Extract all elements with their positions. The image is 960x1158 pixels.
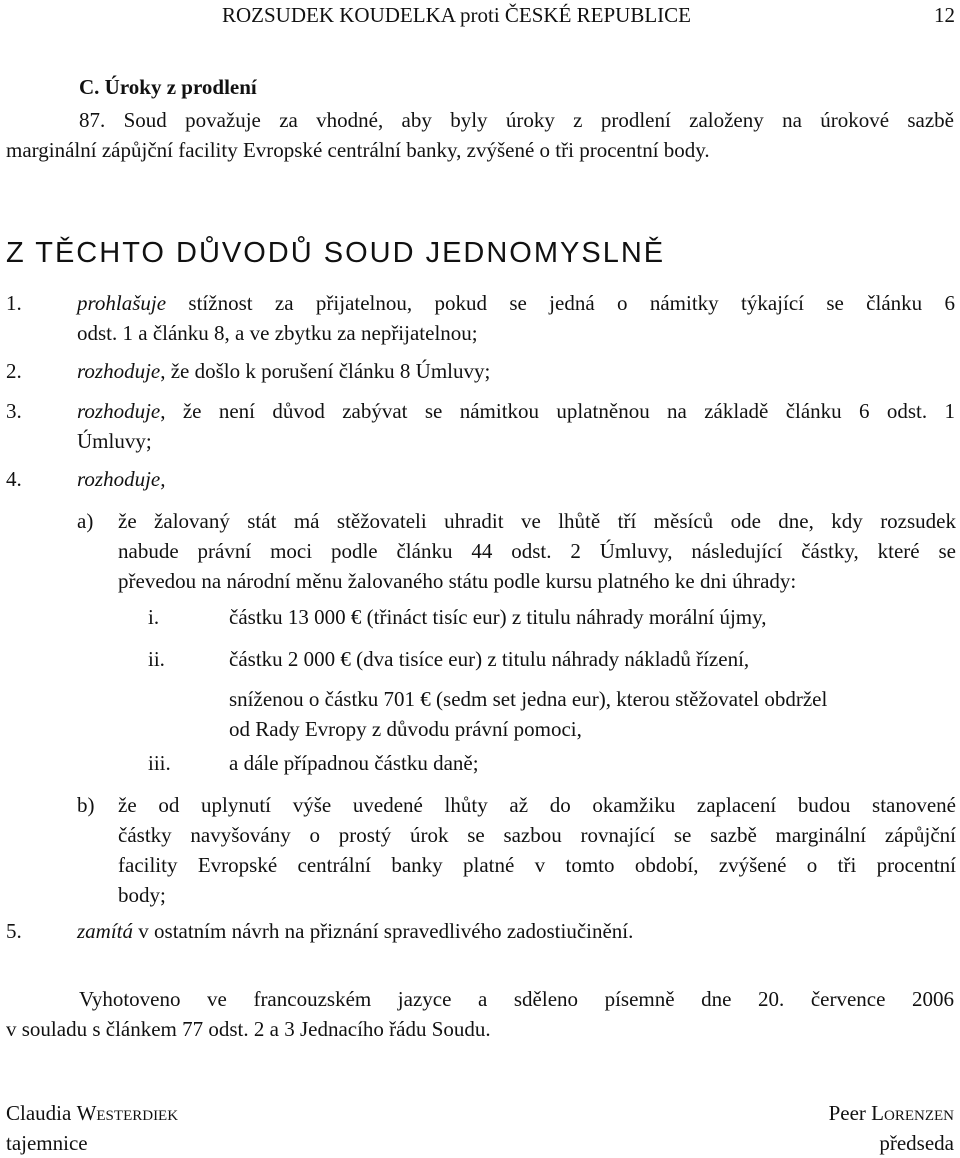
item-verb: rozhoduje, — [77, 467, 166, 491]
item-line-2: odst. 1 a článku 8, a ve zbytku za nepřijatelnou; — [77, 321, 478, 345]
item-verb: rozhoduje — [77, 399, 161, 423]
signature-left-name: Claudia Westerdiek — [6, 1101, 179, 1125]
roman-ii: ii. — [148, 647, 165, 671]
operative-item-3 — [0, 396, 960, 456]
item-verb: zamítá — [77, 919, 134, 943]
item-rest: v ostatním návrh na přiznání spravedlivého zadostiučinění. — [133, 919, 634, 943]
item-text — [77, 288, 955, 348]
roman-iii-text: a dále případnou částku daně; — [229, 751, 479, 775]
subitem-a-letter: a) — [77, 509, 94, 533]
operative-item-2 — [0, 356, 960, 386]
operative-item-5 — [0, 916, 960, 946]
paragraph-87-line-1: 87. Soud považuje za vhodné, aby byly úroky z prodlení založeny na úrokové sazbě — [79, 108, 954, 132]
paragraph-87-line-2: marginální zápůjční facility Evropské centrální banky, zvýšené o tři procentní body. — [6, 138, 710, 162]
page-header: ROZSUDEK KOUDELKA proti ČESKÉ REPUBLICE — [222, 3, 692, 27]
roman-i-text: částku 13 000 € (třináct tisíc eur) z titulu náhrady morální újmy, — [229, 605, 767, 629]
item-line-2: Úmluvy; — [77, 429, 152, 453]
signature-right-role: předseda — [879, 1131, 954, 1155]
item-rest: , že došlo k porušení článku 8 Úmluvy; — [160, 359, 491, 383]
roman-i: i. — [148, 605, 160, 629]
item-line-1-rest: , že není důvod zabývat se námitkou uplatněnou na základě článku 6 odst. 1 — [160, 399, 955, 423]
roman-ii-text: částku 2 000 € (dva tisíce eur) z titulu náhrady nákladů řízení, — [229, 647, 750, 671]
paragraph-87 — [6, 105, 954, 165]
page-number: 12 — [934, 3, 955, 27]
item-text — [77, 356, 955, 386]
item-number: 2. — [6, 359, 22, 383]
subitem-b-letter: b) — [77, 793, 95, 817]
item-text — [77, 396, 955, 456]
item-line-1-rest: stížnost za přijatelnou, pokud se jedná o námitky týkající se článku 6 — [166, 291, 955, 315]
item-number: 4. — [6, 467, 22, 491]
item-number: 5. — [6, 919, 22, 943]
signature-right-name: Peer Lorenzen — [828, 1101, 954, 1125]
signature-left-role: tajemnice — [6, 1131, 88, 1155]
closing-paragraph — [6, 984, 954, 1044]
operative-title: Z TĚCHTO DŮVODŮ SOUD JEDNOMYSLNĚ — [6, 237, 666, 269]
roman-ii-continuation: sníženou o částku 701 € (sedm set jedna eur), kterou stěžovatel obdržel od Rady Evropy z důvodu právní pomoci, — [229, 687, 828, 741]
subitem-b-text: že od uplynutí výše uvedené lhůty až do okamžiku zaplacení budou stanovené částky navyšovány o prostý úrok se sazbou rovnající se sazbě marginální zápůjční facility Evropské centrální banky platné v tomto období, zvýšené o tři procentní body; — [118, 793, 956, 907]
item-text — [77, 916, 955, 946]
closing-line-2: v souladu s článkem 77 odst. 2 a 3 Jednacího řádu Soudu. — [6, 1017, 491, 1041]
operative-item-4 — [0, 464, 960, 907]
operative-item-1 — [0, 288, 960, 348]
roman-iii: iii. — [148, 751, 171, 775]
item-number: 1. — [6, 291, 22, 315]
subitem-a-text: že žalovaný stát má stěžovateli uhradit ve lhůtě tří měsíců ode dne, kdy rozsudek nabude právní moci podle článku 44 odst. 2 Úmluvy, následující částky, které se převedou na národní měnu žalovaného státu podle kursu platného ke dni úhrady: — [118, 509, 956, 593]
item-number: 3. — [6, 399, 22, 423]
item-verb: prohlašuje — [77, 291, 167, 315]
section-heading: C. Úroky z prodlení — [79, 75, 257, 99]
item-verb: rozhoduje — [77, 359, 161, 383]
closing-line-1: Vyhotoveno ve francouzském jazyce a sděleno písemně dne 20. července 2006 — [79, 987, 954, 1011]
